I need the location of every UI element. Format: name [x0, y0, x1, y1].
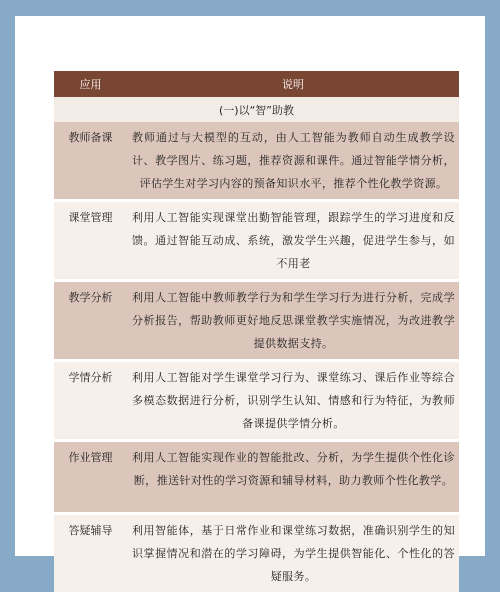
- description-cell: 教师通过与大模型的互动，由人工智能为教师自动生成教学设计、教学图片、练习题，推荐资源和课件。通过智能学情分析，评估学生对学习内容的预备知识水平，推荐个性化教学资源。: [127, 122, 459, 201]
- application-cell: 作业管理: [54, 441, 127, 514]
- table-row: [54, 122, 459, 201]
- application-cell: 教学分析: [54, 281, 127, 361]
- table-row: [54, 441, 459, 514]
- header-description: 说明: [127, 71, 459, 97]
- table-row: [54, 361, 459, 441]
- section-title: (一)以“智”助教: [54, 97, 459, 122]
- application-cell: 学情分析: [54, 361, 127, 441]
- description-cell: 利用人工智能实现课堂出勤智能管理，跟踪学生的学习进度和反馈。通过智能互动成、系统，激发学生兴趣，促进学生参与，如不用老: [127, 201, 459, 281]
- table-row: [54, 281, 459, 361]
- section-row: [54, 97, 459, 122]
- ai-application-table: [54, 71, 459, 592]
- description-cell: 利用人工智能中教师教学行为和学生学习行为进行分析，完成学分析报告，帮助教师更好地反思课堂教学实施情况，为改进教学提供数据支持。: [127, 281, 459, 361]
- description-cell: 利用智能体，基于日常作业和课堂练习数据，准确识别学生的知识掌握情况和潜在的学习障碍，为学生提供智能化、个性化的答疑服务。: [127, 514, 459, 592]
- application-cell: 教师备课: [54, 122, 127, 201]
- application-cell: 课堂管理: [54, 201, 127, 281]
- description-cell: 利用人工智能对学生课堂学习行为、课堂练习、课后作业等综合多模态数据进行分析，识别学生认知、情感和行为特征，为教师备课提供学情分析。: [127, 361, 459, 441]
- application-cell: 答疑辅导: [54, 514, 127, 592]
- table-row: [54, 201, 459, 281]
- table-header-row: [54, 71, 459, 97]
- header-application: 应用: [54, 71, 127, 97]
- description-cell: 利用人工智能实现作业的智能批改、分析，为学生提供个性化诊断，推送针对性的学习资源和辅导材料，助力教师个性化教学。: [127, 441, 459, 514]
- table-row: [54, 514, 459, 592]
- document-page: [15, 16, 485, 556]
